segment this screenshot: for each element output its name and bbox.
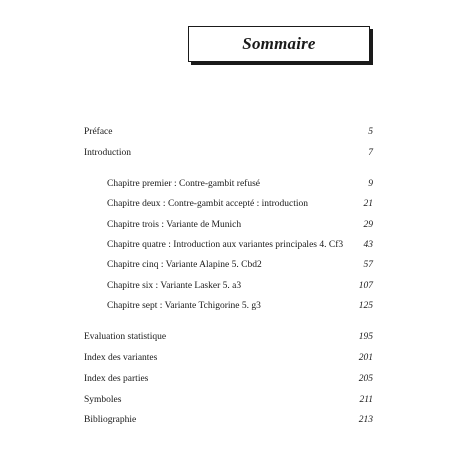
title-box [188, 26, 370, 62]
toc-entry[interactable] [0, 125, 452, 139]
toc-entry-page: 57 [363, 260, 373, 270]
toc-entry-label: Symboles [84, 395, 122, 405]
toc-entry-page: 201 [358, 353, 373, 363]
toc-entry-label: Chapitre trois : Variante de Munich [107, 220, 242, 230]
page-title: Sommaire [242, 34, 316, 53]
toc-entry-label: Chapitre sept : Variante Tchigorine 5. g3 [107, 301, 261, 311]
toc-entry[interactable] [0, 279, 452, 293]
toc-entry-page: 21 [363, 199, 373, 209]
toc-entry-label: Chapitre quatre : Introduction aux variantes principales 4. Cf3 [107, 240, 344, 250]
toc-entry[interactable] [0, 258, 452, 272]
toc-entry-page: 205 [358, 374, 373, 384]
toc-entry[interactable] [0, 413, 452, 427]
toc-entry-page: 7 [368, 148, 373, 158]
toc-entry[interactable] [0, 146, 452, 160]
toc-entry[interactable] [0, 330, 452, 344]
toc-entry-page: 213 [358, 415, 373, 425]
toc-entry-label: Evaluation statistique [84, 332, 167, 342]
toc-entry[interactable] [0, 238, 452, 252]
toc-entry-page: 9 [368, 179, 373, 189]
toc-entry[interactable] [0, 218, 452, 232]
toc-entry-label: Bibliographie [84, 415, 137, 425]
toc-entry-label: Chapitre six : Variante Lasker 5. a3 [107, 281, 242, 291]
toc-entry-label: Chapitre premier : Contre-gambit refusé [107, 179, 261, 189]
toc-entry-label: Préface [84, 127, 113, 137]
toc-entry-page: 195 [358, 332, 373, 342]
toc-entry[interactable] [0, 197, 452, 211]
toc-entry-label: Chapitre cinq : Variante Alapine 5. Cbd2 [107, 260, 262, 270]
toc-entry-label: Introduction [84, 148, 131, 158]
toc-entry[interactable] [0, 393, 452, 407]
toc-entry-label: Chapitre deux : Contre-gambit accepté : introduction [107, 199, 309, 209]
toc-entry-page: 43 [363, 240, 373, 250]
toc-entry-label: Index des parties [84, 374, 149, 384]
toc-entry[interactable] [0, 351, 452, 365]
toc-entry-page: 107 [358, 281, 373, 291]
toc-entry-page: 5 [368, 127, 373, 137]
toc-entry-label: Index des variantes [84, 353, 158, 363]
toc-entry-page: 29 [363, 220, 373, 230]
toc-entry[interactable] [0, 299, 452, 313]
toc-entry-page: 211 [359, 395, 373, 405]
toc-entry-page: 125 [358, 301, 373, 311]
toc-entry[interactable] [0, 372, 452, 386]
toc-entry[interactable] [0, 177, 452, 191]
